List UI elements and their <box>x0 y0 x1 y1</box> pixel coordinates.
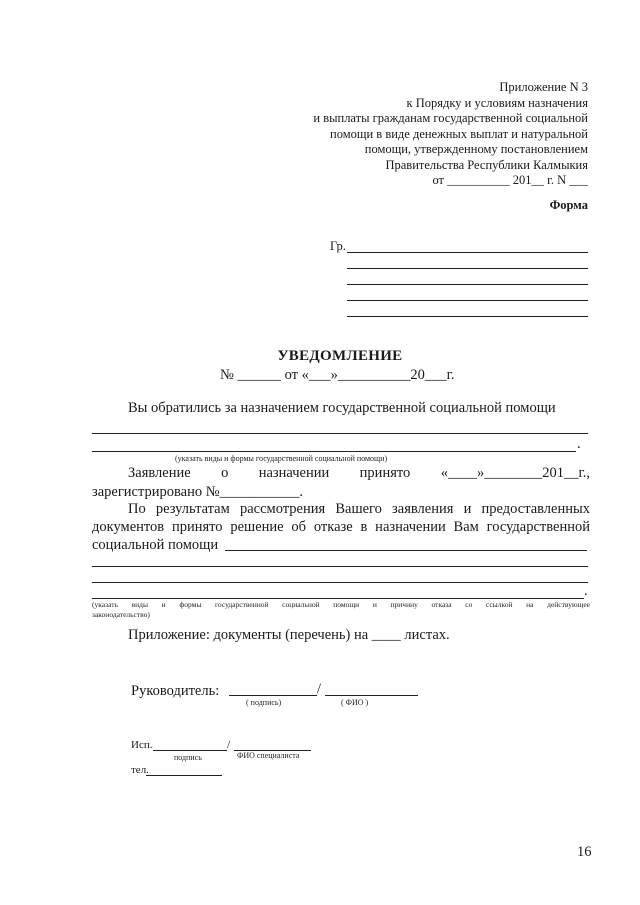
fill-line <box>92 598 584 599</box>
paragraph-decision-line3: социальной помощи <box>92 537 219 553</box>
fill-line <box>225 550 587 551</box>
hint-refusal-line1: (указать виды и формы государственной социальной помощи и причину отказа со ссылкой на действующее <box>92 600 590 609</box>
recipient-line <box>347 316 588 317</box>
recipient-line <box>347 268 588 269</box>
attachment-line: Приложение: документы (перечень) на ____ листах. <box>128 627 450 643</box>
paragraph-decision-line2: документов принято решение об отказе в назначении Вам государственной <box>92 519 590 535</box>
signature-slash: / <box>317 681 322 697</box>
header-line: от __________ 201__ г. N ___ <box>432 173 588 187</box>
header-line: и выплаты гражданам государственной социальной <box>313 111 588 125</box>
phone-label: тел. <box>131 764 149 776</box>
recipient-line <box>347 252 588 253</box>
hint-refusal <box>92 600 590 620</box>
signature-line <box>229 695 317 696</box>
header-line: помощи в виде денежных выплат и натуральной <box>330 126 588 141</box>
paragraph-request: Вы обратились за назначением государственной социальной помощи <box>128 400 556 416</box>
executor-sign-hint: подпись <box>174 753 202 762</box>
application-word: назначении <box>258 465 330 481</box>
hint-refusal-line2: законодательство) <box>92 610 150 619</box>
signature-hint: ( подпись) <box>246 698 282 707</box>
executor-name-hint: ФИО специалиста <box>237 751 300 760</box>
page-number: 16 <box>577 844 592 860</box>
name-line <box>325 695 418 696</box>
application-word: принято <box>359 465 411 481</box>
header-line: помощи, утвержденному постановлением <box>364 142 588 156</box>
header-line: Приложение N 3 <box>499 80 588 94</box>
executor-slash: / <box>227 737 231 751</box>
recipient-line <box>347 284 588 285</box>
recipient-prefix: Гр. <box>330 239 346 253</box>
fill-line <box>92 582 588 583</box>
recipient-line <box>347 300 588 301</box>
header-line: Правительства Республики Калмыкия <box>385 157 588 172</box>
executor-sign-line <box>153 750 227 751</box>
paragraph-end-dot: . <box>577 436 581 452</box>
application-word: Заявление <box>128 465 191 481</box>
paragraph-application <box>128 465 590 482</box>
signature-label: Руководитель: <box>131 683 220 699</box>
application-word: о <box>221 465 229 481</box>
document-header <box>313 80 588 189</box>
executor-label: Исп. <box>131 739 153 751</box>
notice-title: УВЕДОМЛЕНИЕ <box>277 348 403 364</box>
paragraph-end-dot: . <box>584 583 588 599</box>
name-hint: ( ФИО ) <box>341 698 369 707</box>
notice-number-line: № ______ от «___»__________20___г. <box>220 367 455 383</box>
paragraph-decision-line1: По результатам рассмотрения Вашего заявления и предоставленных <box>128 501 590 517</box>
registration-line: зарегистрировано №___________. <box>92 484 303 500</box>
hint-aid-types: (указать виды и формы государственной социальной помощи) <box>175 454 388 463</box>
fill-line <box>92 451 576 452</box>
fill-line <box>92 433 588 434</box>
header-line: к Порядку и условиям назначения <box>406 95 588 110</box>
fill-line <box>92 566 588 567</box>
phone-line <box>146 775 222 776</box>
form-label: Форма <box>549 198 588 212</box>
application-word: «____»________201__г., <box>440 465 590 481</box>
